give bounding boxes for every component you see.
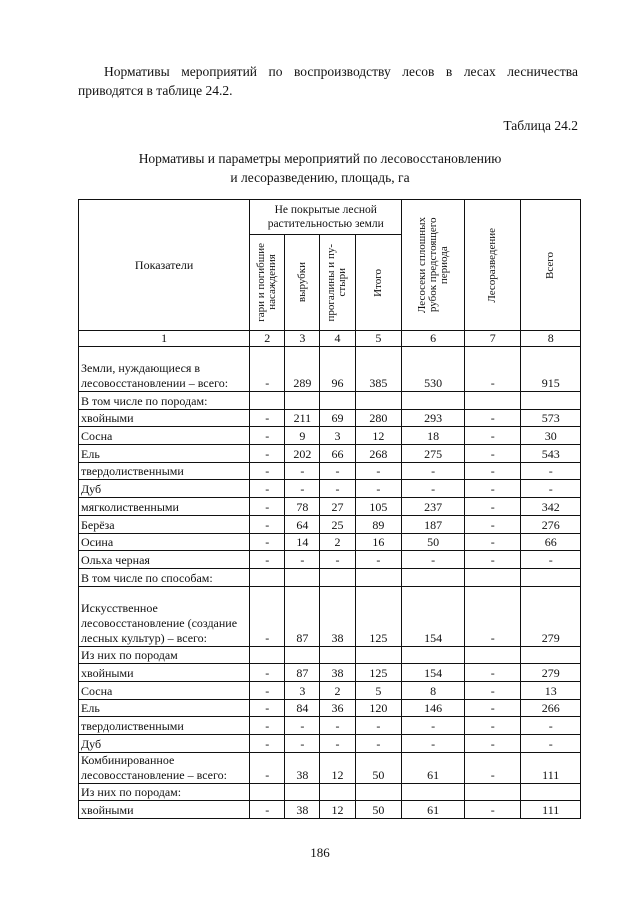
cell-value: [402, 568, 465, 586]
cell-value: 89: [355, 515, 402, 533]
cell-value: [250, 783, 285, 801]
table-row: [79, 498, 581, 516]
row-label: мягколиственными: [79, 498, 250, 516]
cell-value: [320, 646, 355, 664]
cell-value: [285, 392, 320, 410]
intro-paragraph: Нормативы мероприятий по воспроизводству лесов в лесах лесничества приводятся в таблице 24.2.: [78, 64, 578, 98]
cell-value: -: [521, 462, 581, 480]
cell-value: 87: [285, 664, 320, 682]
cell-value: -: [465, 735, 521, 753]
cell-value: -: [250, 498, 285, 516]
cell-value: 202: [285, 445, 320, 463]
cell-value: -: [465, 664, 521, 682]
header-c3: вырубки: [285, 235, 320, 331]
cell-value: 105: [355, 498, 402, 516]
cell-value: -: [465, 551, 521, 569]
row-label: хвойными: [79, 664, 250, 682]
cell-value: 38: [285, 801, 320, 819]
cell-value: 154: [402, 586, 465, 646]
cell-value: 25: [320, 515, 355, 533]
cell-value: -: [465, 498, 521, 516]
cell-value: -: [250, 699, 285, 717]
cell-value: -: [465, 752, 521, 783]
cell-value: -: [355, 551, 402, 569]
cell-value: 279: [521, 586, 581, 646]
row-label: В том числе по породам:: [79, 392, 250, 410]
table-body: [79, 347, 581, 819]
cell-value: [521, 568, 581, 586]
cell-value: [465, 568, 521, 586]
cell-value: 69: [320, 409, 355, 427]
cell-value: 96: [320, 347, 355, 392]
cell-value: 146: [402, 699, 465, 717]
cell-value: 14: [285, 533, 320, 551]
cell-value: 16: [355, 533, 402, 551]
cell-value: 64: [285, 515, 320, 533]
colnum: 1: [79, 331, 250, 347]
cell-value: 280: [355, 409, 402, 427]
cell-value: -: [285, 735, 320, 753]
cell-value: -: [521, 480, 581, 498]
table-row: [79, 735, 581, 753]
column-numbers-row: [79, 331, 581, 347]
cell-value: -: [250, 480, 285, 498]
cell-value: 120: [355, 699, 402, 717]
cell-value: [320, 783, 355, 801]
row-label: Осина: [79, 533, 250, 551]
row-label: Из них по породам:: [79, 783, 250, 801]
row-label: Искусственное лесовосстановление (создание лесных культур) – всего:: [79, 586, 250, 646]
cell-value: 211: [285, 409, 320, 427]
table-row: [79, 664, 581, 682]
cell-value: -: [285, 462, 320, 480]
cell-value: -: [355, 480, 402, 498]
table-row: [79, 801, 581, 819]
cell-value: 87: [285, 586, 320, 646]
cell-value: [355, 568, 402, 586]
cell-value: -: [521, 735, 581, 753]
cell-value: [355, 646, 402, 664]
cell-value: -: [465, 699, 521, 717]
cell-value: [250, 646, 285, 664]
cell-value: -: [402, 551, 465, 569]
cell-value: [465, 392, 521, 410]
cell-value: 13: [521, 681, 581, 699]
cell-value: 3: [285, 681, 320, 699]
cell-value: 66: [521, 533, 581, 551]
cell-value: [402, 392, 465, 410]
cell-value: [521, 646, 581, 664]
cell-value: -: [402, 717, 465, 735]
table-row: [79, 445, 581, 463]
table-row: [79, 427, 581, 445]
cell-value: -: [250, 445, 285, 463]
cell-value: 111: [521, 752, 581, 783]
table-row: [79, 409, 581, 427]
cell-value: 2: [320, 681, 355, 699]
cell-value: 12: [320, 752, 355, 783]
cell-value: 50: [402, 533, 465, 551]
table-row: [79, 392, 581, 410]
table-row: [79, 347, 581, 392]
cell-value: 543: [521, 445, 581, 463]
colnum: 3: [285, 331, 320, 347]
header-c4: прогалины и пу- стыри: [320, 235, 355, 331]
cell-value: [402, 783, 465, 801]
cell-value: 111: [521, 801, 581, 819]
cell-value: -: [355, 462, 402, 480]
cell-value: [465, 783, 521, 801]
cell-value: 2: [320, 533, 355, 551]
cell-value: -: [465, 717, 521, 735]
cell-value: [285, 783, 320, 801]
cell-value: 9: [285, 427, 320, 445]
cell-value: -: [465, 515, 521, 533]
header-row-1: [79, 200, 581, 235]
cell-value: [465, 646, 521, 664]
cell-value: 268: [355, 445, 402, 463]
row-label: Дуб: [79, 480, 250, 498]
colnum: 2: [250, 331, 285, 347]
table-row: [79, 646, 581, 664]
cell-value: -: [250, 533, 285, 551]
colnum: 6: [402, 331, 465, 347]
table-row: [79, 551, 581, 569]
cell-value: 38: [285, 752, 320, 783]
table-row: [79, 462, 581, 480]
cell-value: -: [250, 752, 285, 783]
cell-value: 237: [402, 498, 465, 516]
cell-value: 276: [521, 515, 581, 533]
cell-value: -: [465, 681, 521, 699]
cell-value: [521, 783, 581, 801]
cell-value: -: [250, 347, 285, 392]
row-label: Ольха черная: [79, 551, 250, 569]
table-title: [60, 149, 580, 187]
row-label: Ель: [79, 445, 250, 463]
cell-value: 279: [521, 664, 581, 682]
table-row: [79, 533, 581, 551]
cell-value: -: [465, 586, 521, 646]
table-row: [79, 515, 581, 533]
row-label: хвойными: [79, 801, 250, 819]
cell-value: 78: [285, 498, 320, 516]
cell-value: 573: [521, 409, 581, 427]
header-c7: Лесоразведение: [465, 200, 521, 331]
cell-value: 125: [355, 586, 402, 646]
colnum: 8: [521, 331, 581, 347]
table-row: [79, 699, 581, 717]
row-label: Из них по породам: [79, 646, 250, 664]
cell-value: [250, 392, 285, 410]
cell-value: -: [465, 409, 521, 427]
cell-value: 275: [402, 445, 465, 463]
cell-value: 50: [355, 801, 402, 819]
colnum: 5: [355, 331, 402, 347]
row-label: твердолиственными: [79, 717, 250, 735]
cell-value: -: [355, 717, 402, 735]
cell-value: 27: [320, 498, 355, 516]
colnum: 4: [320, 331, 355, 347]
table-label: Таблица 24.2: [503, 118, 578, 133]
cell-value: [250, 568, 285, 586]
cell-value: -: [521, 551, 581, 569]
cell-value: 385: [355, 347, 402, 392]
cell-value: 915: [521, 347, 581, 392]
cell-value: -: [250, 551, 285, 569]
cell-value: -: [250, 515, 285, 533]
cell-value: -: [465, 480, 521, 498]
row-label: Дуб: [79, 735, 250, 753]
cell-value: 289: [285, 347, 320, 392]
cell-value: -: [465, 445, 521, 463]
cell-value: [355, 392, 402, 410]
cell-value: [521, 392, 581, 410]
table-row: [79, 717, 581, 735]
row-label: Ель: [79, 699, 250, 717]
cell-value: [402, 646, 465, 664]
cell-value: [320, 568, 355, 586]
cell-value: -: [285, 551, 320, 569]
cell-value: -: [320, 480, 355, 498]
cell-value: 8: [402, 681, 465, 699]
table-row: [79, 480, 581, 498]
cell-value: 154: [402, 664, 465, 682]
row-label: хвойными: [79, 409, 250, 427]
header-group: Не покрытые лесной растительностью земли: [250, 200, 402, 235]
table-row: [79, 681, 581, 699]
title-line-2: и лесоразведению, площадь, га: [230, 170, 410, 185]
cell-value: 30: [521, 427, 581, 445]
cell-value: -: [285, 717, 320, 735]
title-line-1: Нормативы и параметры мероприятий по лесовосстановлению: [138, 151, 502, 166]
cell-value: -: [250, 735, 285, 753]
row-label: В том числе по способам:: [79, 568, 250, 586]
header-c5: Итого: [355, 235, 402, 331]
row-label: Земли, нуждающиеся в лесовосстановлении – всего:: [79, 347, 250, 392]
cell-value: -: [285, 480, 320, 498]
row-label: твердолиственными: [79, 462, 250, 480]
cell-value: -: [250, 801, 285, 819]
row-label: Комбинированное лесовосстановление – всего:: [79, 752, 250, 783]
cell-value: 38: [320, 586, 355, 646]
cell-value: 38: [320, 664, 355, 682]
cell-value: -: [250, 664, 285, 682]
header-c8: Всего: [521, 200, 581, 331]
cell-value: -: [320, 551, 355, 569]
header-c6: Лесосеки сплошных рубок предстоящего периода: [402, 200, 465, 331]
cell-value: -: [355, 735, 402, 753]
cell-value: 12: [355, 427, 402, 445]
row-label: Сосна: [79, 681, 250, 699]
table-row: [79, 783, 581, 801]
header-c2: гари и погибшие насаждения: [250, 235, 285, 331]
cell-value: -: [250, 409, 285, 427]
cell-value: -: [402, 735, 465, 753]
cell-value: 5: [355, 681, 402, 699]
cell-value: -: [465, 347, 521, 392]
table-row: [79, 586, 581, 646]
cell-value: [285, 568, 320, 586]
cell-value: 18: [402, 427, 465, 445]
colnum: 7: [465, 331, 521, 347]
cell-value: -: [320, 462, 355, 480]
cell-value: 266: [521, 699, 581, 717]
cell-value: 530: [402, 347, 465, 392]
cell-value: [355, 783, 402, 801]
cell-value: 3: [320, 427, 355, 445]
cell-value: -: [250, 717, 285, 735]
norms-table: [78, 199, 581, 819]
header-indicators: Показатели: [79, 200, 250, 331]
table-row: [79, 752, 581, 783]
cell-value: -: [465, 533, 521, 551]
page-number: 186: [310, 845, 330, 860]
row-label: Сосна: [79, 427, 250, 445]
cell-value: 293: [402, 409, 465, 427]
cell-value: -: [465, 801, 521, 819]
cell-value: 125: [355, 664, 402, 682]
cell-value: -: [402, 462, 465, 480]
cell-value: -: [250, 462, 285, 480]
cell-value: 84: [285, 699, 320, 717]
cell-value: -: [465, 462, 521, 480]
cell-value: 66: [320, 445, 355, 463]
cell-value: -: [250, 681, 285, 699]
cell-value: 187: [402, 515, 465, 533]
table-row: [79, 568, 581, 586]
cell-value: 61: [402, 801, 465, 819]
cell-value: [285, 646, 320, 664]
cell-value: 12: [320, 801, 355, 819]
cell-value: 61: [402, 752, 465, 783]
row-label: Берёза: [79, 515, 250, 533]
cell-value: -: [320, 717, 355, 735]
cell-value: -: [521, 717, 581, 735]
cell-value: 50: [355, 752, 402, 783]
cell-value: -: [250, 427, 285, 445]
cell-value: 342: [521, 498, 581, 516]
cell-value: 36: [320, 699, 355, 717]
cell-value: -: [402, 480, 465, 498]
cell-value: -: [250, 586, 285, 646]
cell-value: [320, 392, 355, 410]
cell-value: -: [320, 735, 355, 753]
cell-value: -: [465, 427, 521, 445]
